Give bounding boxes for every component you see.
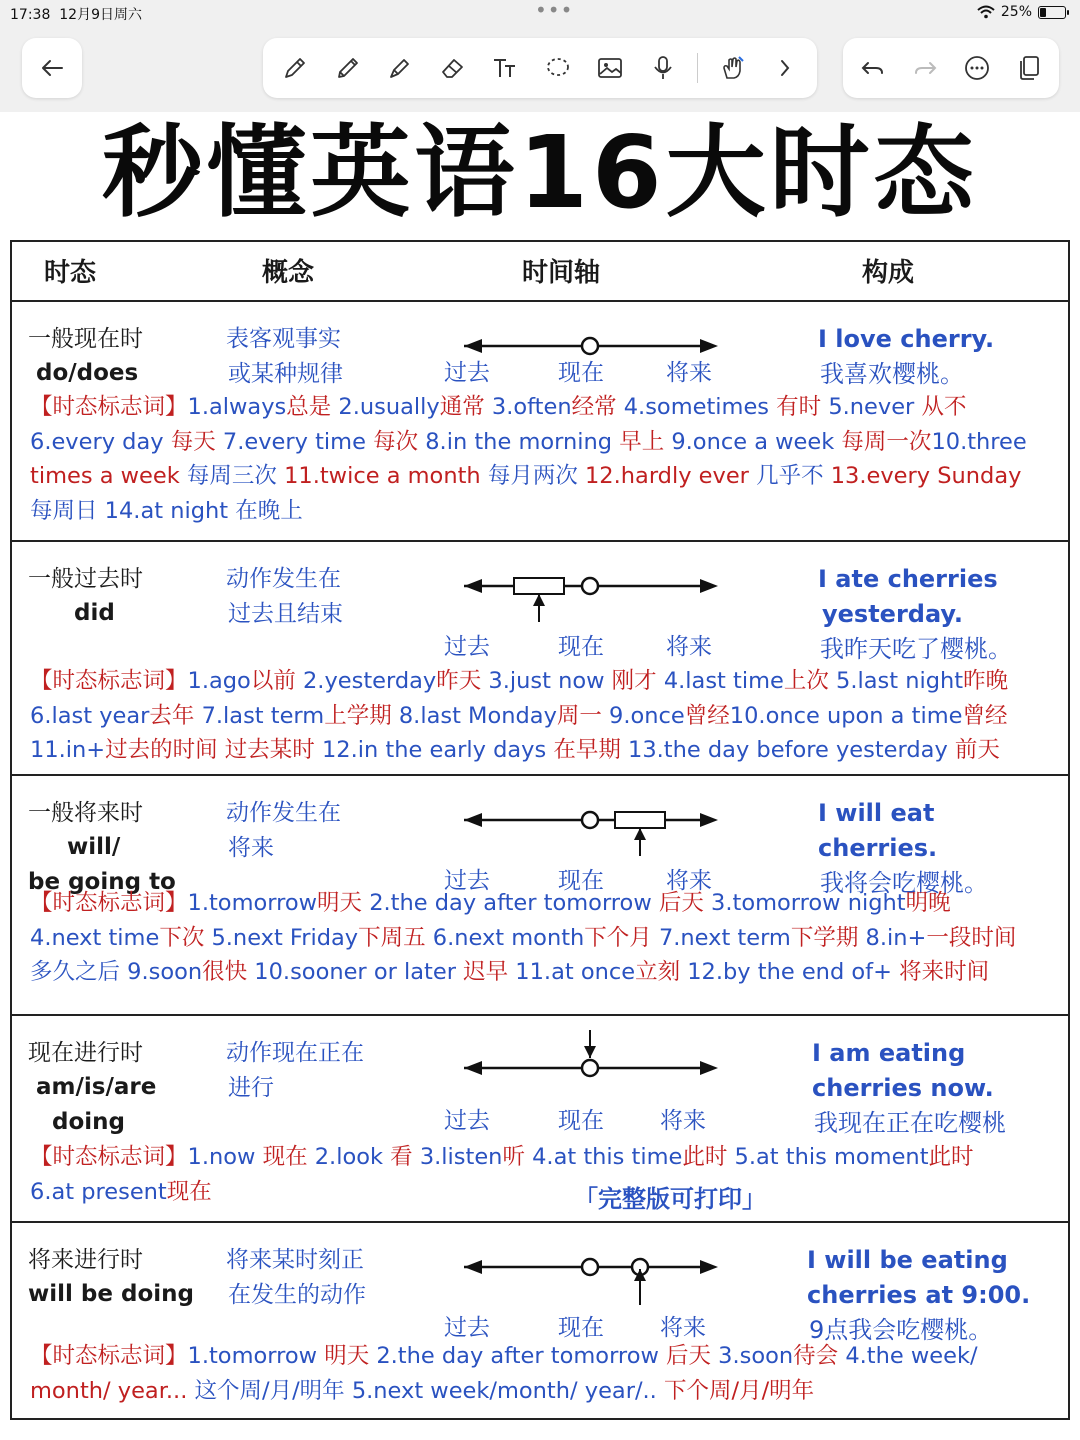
example-sentence: yesterday. bbox=[822, 600, 963, 628]
keyword-text: 在早期 bbox=[553, 737, 629, 763]
now-point bbox=[582, 1259, 598, 1275]
keyword-text: 此时 bbox=[682, 1144, 735, 1170]
highlighter-icon bbox=[386, 54, 414, 82]
keyword-text: 下个周/月/明年 bbox=[663, 1377, 815, 1404]
tense-concept: 动作发生在 bbox=[226, 566, 341, 592]
drawing-tools-bar bbox=[263, 38, 817, 98]
example-sentence: 我昨天吃了樱桃。 bbox=[820, 635, 1012, 663]
timeline-right-arrowhead bbox=[700, 813, 718, 827]
keyword-text: 5.next Friday bbox=[211, 924, 359, 951]
keyword-text: 5.last night bbox=[836, 668, 964, 694]
keyword-text: 明天 bbox=[324, 1343, 377, 1369]
keyword-text: 上次 bbox=[783, 668, 837, 694]
tense-name: 现在进行时 bbox=[28, 1040, 143, 1066]
tense-concept: 表客观事实 bbox=[226, 326, 341, 352]
keyword-text: 有时 bbox=[776, 394, 829, 420]
example-sentence: I will eat bbox=[818, 799, 935, 827]
keyword-text: 6.next month bbox=[432, 924, 585, 951]
tense-section bbox=[12, 1223, 1068, 1419]
example-sentence: I am eating bbox=[812, 1039, 966, 1067]
example-sentence: 我喜欢樱桃。 bbox=[820, 360, 964, 388]
undo-button[interactable] bbox=[855, 50, 891, 86]
past-pointer-arrowhead bbox=[533, 594, 545, 606]
keyword-text: 【时态标志词】 bbox=[30, 394, 188, 420]
timeline-left-arrowhead bbox=[464, 339, 482, 353]
highlighter-tool[interactable] bbox=[382, 50, 418, 86]
timeline-label-future: 将来 bbox=[666, 634, 712, 660]
hand-draw-tool[interactable] bbox=[715, 50, 751, 86]
keyword-line bbox=[30, 888, 951, 918]
keyword-line bbox=[30, 1177, 212, 1207]
keyword-text: 13.every Sunday bbox=[830, 463, 1022, 489]
keyword-text: 9.once a week bbox=[671, 428, 842, 455]
now-point bbox=[582, 812, 598, 828]
tense-name: 一般过去时 bbox=[28, 566, 143, 592]
tense-name: 一般将来时 bbox=[28, 800, 143, 826]
timeline-diagram bbox=[452, 1227, 732, 1307]
timeline-label-past: 过去 bbox=[444, 1315, 490, 1341]
text-icon bbox=[491, 54, 519, 82]
keyword-text: 7.next term bbox=[658, 924, 791, 951]
keyword-text: 多久之后 bbox=[30, 959, 128, 985]
back-button[interactable] bbox=[22, 38, 82, 98]
tense-form: do/does bbox=[36, 360, 139, 386]
keyword-text: 14.at night bbox=[104, 497, 236, 524]
status-right bbox=[977, 4, 1066, 20]
keyword-text: 每次 bbox=[373, 428, 426, 455]
keyword-text: 6.last year bbox=[30, 702, 150, 729]
keyword-text: 每周三次 bbox=[186, 463, 285, 489]
tense-name: 将来进行时 bbox=[28, 1247, 143, 1273]
keyword-text: 待会 bbox=[793, 1343, 846, 1369]
keyword-text: 【时态标志词】 bbox=[30, 1144, 188, 1170]
pages-button[interactable] bbox=[1011, 50, 1047, 86]
keyword-text: 12.in the early days bbox=[321, 737, 554, 763]
header-concept: 概念 bbox=[262, 258, 315, 288]
redo-button[interactable] bbox=[907, 50, 943, 86]
keyword-text: 9.once bbox=[609, 702, 685, 729]
timeline-label-now: 现在 bbox=[558, 1315, 604, 1341]
tense-concept: 将来某时刻正 bbox=[226, 1247, 364, 1273]
keyword-line bbox=[30, 1376, 814, 1406]
keyword-text: 1.ago bbox=[187, 668, 251, 694]
example-sentence: 我将会吃樱桃。 bbox=[820, 869, 988, 897]
timeline-label-past: 过去 bbox=[444, 360, 490, 386]
keyword-text: 3.tomorrow night bbox=[711, 890, 906, 916]
timeline-left-arrowhead bbox=[464, 813, 482, 827]
example-sentence: 9点我会吃樱桃。 bbox=[809, 1316, 993, 1344]
keyword-text: 5.at this moment bbox=[734, 1144, 929, 1170]
keyword-text: 1.now bbox=[187, 1144, 263, 1170]
keyword-text: 9.soon bbox=[127, 959, 203, 985]
example-sentence: I will be eating bbox=[807, 1246, 1008, 1274]
tense-concept: 动作发生在 bbox=[226, 800, 341, 826]
tense-concept: 在发生的动作 bbox=[228, 1282, 366, 1308]
keyword-text: 上学期 bbox=[324, 702, 399, 729]
keyword-line bbox=[30, 957, 989, 987]
keyword-text: 曾经 bbox=[962, 702, 1008, 729]
keyword-text: 每周日 bbox=[30, 497, 105, 524]
keyword-line bbox=[30, 1341, 978, 1371]
keyword-text: 通常 bbox=[439, 394, 492, 420]
redo-icon bbox=[911, 54, 939, 82]
timeline-label-future: 将来 bbox=[666, 868, 712, 894]
keyword-text: 8.in+ bbox=[865, 924, 927, 951]
undo-icon bbox=[859, 54, 887, 82]
timeline-label-future: 将来 bbox=[666, 360, 712, 386]
tense-concept: 进行 bbox=[228, 1075, 274, 1101]
tense-concept: 过去且结束 bbox=[228, 601, 343, 627]
tense-concept: 动作现在正在 bbox=[226, 1040, 364, 1066]
timeline-diagram bbox=[452, 1028, 732, 1108]
keyword-text: 现在 bbox=[262, 1144, 315, 1170]
keyword-text: 以前 bbox=[250, 668, 303, 694]
keyword-text: 【时态标志词】 bbox=[30, 890, 188, 916]
keyword-text: 去年 bbox=[149, 702, 202, 729]
toolbar-separator bbox=[697, 53, 698, 83]
keyword-text: 1.always bbox=[187, 394, 287, 420]
timeline-label-past: 过去 bbox=[444, 1108, 490, 1134]
image-tool[interactable] bbox=[592, 50, 628, 86]
timeline-label-now: 现在 bbox=[558, 868, 604, 894]
text-tool[interactable] bbox=[487, 50, 523, 86]
tense-section bbox=[12, 1016, 1068, 1223]
top-toolbar-zone bbox=[0, 0, 1080, 112]
keyword-text: 昨晚 bbox=[963, 668, 1009, 694]
keyword-text: 10.once upon a time bbox=[729, 702, 963, 729]
keyword-text: 【时态标志词】 bbox=[30, 1343, 188, 1369]
keyword-text: 经常 bbox=[571, 394, 624, 420]
keyword-line bbox=[30, 392, 966, 422]
battery-percent: 25% bbox=[1000, 4, 1032, 20]
keyword-text: 下学期 bbox=[790, 924, 866, 951]
example-sentence: I love cherry. bbox=[818, 325, 995, 353]
keyword-text: 下周五 bbox=[358, 924, 433, 951]
keyword-line bbox=[30, 461, 1021, 491]
tense-section bbox=[12, 542, 1068, 776]
keyword-text: 很快 bbox=[202, 959, 255, 985]
document-actions-bar bbox=[843, 38, 1059, 98]
timeline bbox=[452, 780, 732, 864]
eraser-tool[interactable] bbox=[435, 50, 471, 86]
tense-form: doing bbox=[52, 1109, 125, 1135]
keyword-text: 3.just now bbox=[488, 668, 612, 694]
keyword-text: 2.yesterday bbox=[302, 668, 437, 694]
keyword-text: times a week bbox=[30, 463, 187, 489]
keyword-text: 立刻 bbox=[635, 959, 688, 985]
tense-section bbox=[12, 302, 1068, 542]
keyword-text: 明晚 bbox=[905, 890, 951, 916]
timeline-left-arrowhead bbox=[464, 1260, 482, 1274]
keyword-text: 4.next time bbox=[30, 924, 160, 951]
pencil-icon bbox=[334, 54, 362, 82]
more-circle-icon bbox=[963, 54, 991, 82]
keyword-text: 此时 bbox=[928, 1144, 974, 1170]
example-sentence: 我现在正在吃樱桃 bbox=[814, 1109, 1006, 1137]
wifi-icon bbox=[977, 5, 995, 19]
keyword-text: 每月两次 bbox=[487, 463, 585, 489]
microphone-tool[interactable] bbox=[645, 50, 681, 86]
keyword-text: 将来时间 bbox=[899, 959, 990, 985]
lasso-icon bbox=[544, 54, 572, 82]
timeline-diagram bbox=[452, 546, 732, 626]
keyword-text: month/ year... bbox=[30, 1377, 195, 1404]
keyword-text: 每周一次 bbox=[841, 428, 932, 455]
keyword-text: 8.in the morning bbox=[425, 428, 620, 455]
image-icon bbox=[596, 54, 624, 82]
chevron-right-icon bbox=[771, 54, 799, 82]
keyword-text: 从不 bbox=[921, 394, 967, 420]
keyword-text: 周一 bbox=[556, 702, 610, 729]
timeline-diagram bbox=[452, 780, 732, 860]
tense-form: be going to bbox=[28, 869, 176, 895]
keyword-text: 曾经 bbox=[684, 702, 730, 729]
tense-form: will be doing bbox=[28, 1281, 194, 1307]
keyword-text: 后天 bbox=[666, 1343, 719, 1369]
print-version-link[interactable]: 「完整版可打印」 bbox=[574, 1184, 766, 1213]
example-sentence: cherries now. bbox=[812, 1074, 994, 1102]
keyword-text: 这个周/月/明年 bbox=[194, 1377, 352, 1404]
header-structure: 构成 bbox=[862, 258, 915, 288]
keyword-text: 1.tomorrow bbox=[187, 1343, 325, 1369]
keyword-line bbox=[30, 496, 303, 526]
now-point bbox=[582, 578, 598, 594]
keyword-text: 10.sooner or later bbox=[254, 959, 464, 985]
keyword-text: 现在 bbox=[166, 1178, 212, 1205]
tense-form: am/is/are bbox=[36, 1074, 157, 1100]
example-sentence: cherries. bbox=[818, 834, 938, 862]
hand-draw-icon bbox=[719, 54, 747, 82]
keyword-text: 2.the day after tomorrow bbox=[376, 1343, 667, 1369]
keyword-line bbox=[30, 666, 1008, 696]
timeline-right-arrowhead bbox=[700, 1260, 718, 1274]
keyword-text: 一段时间 bbox=[926, 924, 1017, 951]
keyword-text: 几乎不 bbox=[756, 463, 831, 489]
battery-icon bbox=[1038, 6, 1066, 19]
keyword-text: 5.next week/month/ year/.. bbox=[351, 1377, 664, 1404]
header-timeline: 时间轴 bbox=[522, 258, 601, 288]
now-pointer-arrowhead bbox=[584, 1046, 596, 1058]
timeline-left-arrowhead bbox=[464, 579, 482, 593]
keyword-text: 每天 bbox=[170, 428, 223, 455]
timeline-label-past: 过去 bbox=[444, 868, 490, 894]
keyword-text: 在晚上 bbox=[235, 497, 303, 524]
pen-icon bbox=[281, 54, 309, 82]
keyword-text: 3.listen bbox=[419, 1144, 503, 1170]
timeline-label-now: 现在 bbox=[558, 1108, 604, 1134]
tense-form: will/ bbox=[67, 834, 121, 860]
timeline bbox=[452, 546, 732, 630]
keyword-text: 4.at this time bbox=[532, 1144, 683, 1170]
past-range-box bbox=[514, 578, 564, 594]
example-sentence: I ate cherries bbox=[818, 565, 998, 593]
keyword-line bbox=[30, 1142, 974, 1172]
timeline-label-past: 过去 bbox=[444, 634, 490, 660]
status-bar bbox=[10, 0, 1066, 24]
timeline bbox=[452, 1227, 732, 1311]
keyword-text: 【时态标志词】 bbox=[30, 668, 188, 694]
keyword-text: 12.by the end of+ bbox=[687, 959, 900, 985]
keyword-text: 7.last term bbox=[201, 702, 325, 729]
timeline-label-future: 将来 bbox=[660, 1315, 706, 1341]
future-range-box bbox=[615, 812, 665, 828]
tense-table bbox=[10, 240, 1070, 1420]
keyword-text: 前天 bbox=[954, 737, 1000, 763]
keyword-text: 4.the week/ bbox=[845, 1343, 978, 1369]
timeline-label-now: 现在 bbox=[558, 634, 604, 660]
microphone-icon bbox=[649, 54, 677, 82]
keyword-line bbox=[30, 701, 1007, 731]
keyword-text: 6.at present bbox=[30, 1178, 167, 1205]
timeline-left-arrowhead bbox=[464, 1061, 482, 1075]
keyword-text: 10.three bbox=[931, 428, 1027, 455]
keyword-text: 下次 bbox=[159, 924, 212, 951]
back-arrow-icon bbox=[38, 54, 66, 82]
keyword-line bbox=[30, 735, 1000, 765]
example-sentence: cherries at 9:00. bbox=[807, 1281, 1031, 1309]
more-tools-button[interactable] bbox=[767, 50, 803, 86]
keyword-text: 2.look bbox=[314, 1144, 391, 1170]
future-pointer-arrowhead bbox=[634, 828, 646, 840]
keyword-text: 明天 bbox=[317, 890, 370, 916]
keyword-text: 11.twice a month bbox=[284, 463, 488, 489]
keyword-text: 早上 bbox=[619, 428, 672, 455]
pen-tool[interactable] bbox=[277, 50, 313, 86]
timeline bbox=[452, 1028, 732, 1112]
now-point bbox=[582, 1060, 598, 1076]
keyword-text: 2.usually bbox=[338, 394, 440, 420]
table-header-row bbox=[12, 242, 1068, 302]
header-tense: 时态 bbox=[44, 258, 97, 288]
timeline-right-arrowhead bbox=[700, 579, 718, 593]
keyword-text: 迟早 bbox=[463, 959, 516, 985]
status-time: 17:38 12月9日周六 bbox=[10, 7, 142, 23]
page-title: 秒懂英语16大时态 bbox=[102, 114, 978, 231]
eraser-icon bbox=[439, 54, 467, 82]
keyword-text: 13.the day before yesterday bbox=[628, 737, 955, 763]
keyword-text: 听 bbox=[502, 1144, 533, 1170]
now-point bbox=[582, 338, 598, 354]
multitask-dots[interactable]: ••• bbox=[535, 0, 574, 22]
keyword-text: 12.hardly ever bbox=[584, 463, 757, 489]
keyword-text: 后天 bbox=[658, 890, 712, 916]
keyword-text: 8.last Monday bbox=[398, 702, 557, 729]
more-options-button[interactable] bbox=[959, 50, 995, 86]
timeline-label-now: 现在 bbox=[558, 360, 604, 386]
keyword-line bbox=[30, 427, 1027, 457]
keyword-text: 3.often bbox=[491, 394, 572, 420]
keyword-text: 11.in+ bbox=[30, 737, 106, 763]
keyword-text: 6.every day bbox=[30, 428, 171, 455]
keyword-text: 昨天 bbox=[436, 668, 489, 694]
tense-section bbox=[12, 776, 1068, 1016]
pages-icon bbox=[1015, 54, 1043, 82]
keyword-text: 5.never bbox=[828, 394, 922, 420]
keyword-text: 总是 bbox=[286, 394, 339, 420]
keyword-text: 3.soon bbox=[718, 1343, 794, 1369]
pencil-tool[interactable] bbox=[330, 50, 366, 86]
keyword-text: 11.at once bbox=[515, 959, 636, 985]
timeline-right-arrowhead bbox=[700, 339, 718, 353]
keyword-text: 7.every time bbox=[222, 428, 374, 455]
tense-concept: 将来 bbox=[228, 835, 274, 861]
tense-name: 一般现在时 bbox=[28, 326, 143, 352]
keyword-text: 看 bbox=[390, 1144, 420, 1170]
timeline-label-future: 将来 bbox=[660, 1108, 706, 1134]
keyword-text: 2.the day after tomorrow bbox=[369, 890, 659, 916]
tense-concept: 或某种规律 bbox=[228, 361, 343, 387]
keyword-text: 1.tomorrow bbox=[187, 890, 318, 916]
keyword-text: 过去的时间 过去某时 bbox=[105, 737, 322, 763]
keyword-text: 4.sometimes bbox=[623, 394, 777, 420]
keyword-line bbox=[30, 923, 1016, 953]
tense-form: did bbox=[74, 600, 115, 626]
lasso-tool[interactable] bbox=[540, 50, 576, 86]
keyword-text: 下个月 bbox=[584, 924, 659, 951]
timeline-right-arrowhead bbox=[700, 1061, 718, 1075]
keyword-text: 4.last time bbox=[663, 668, 784, 694]
keyword-text: 刚才 bbox=[611, 668, 664, 694]
